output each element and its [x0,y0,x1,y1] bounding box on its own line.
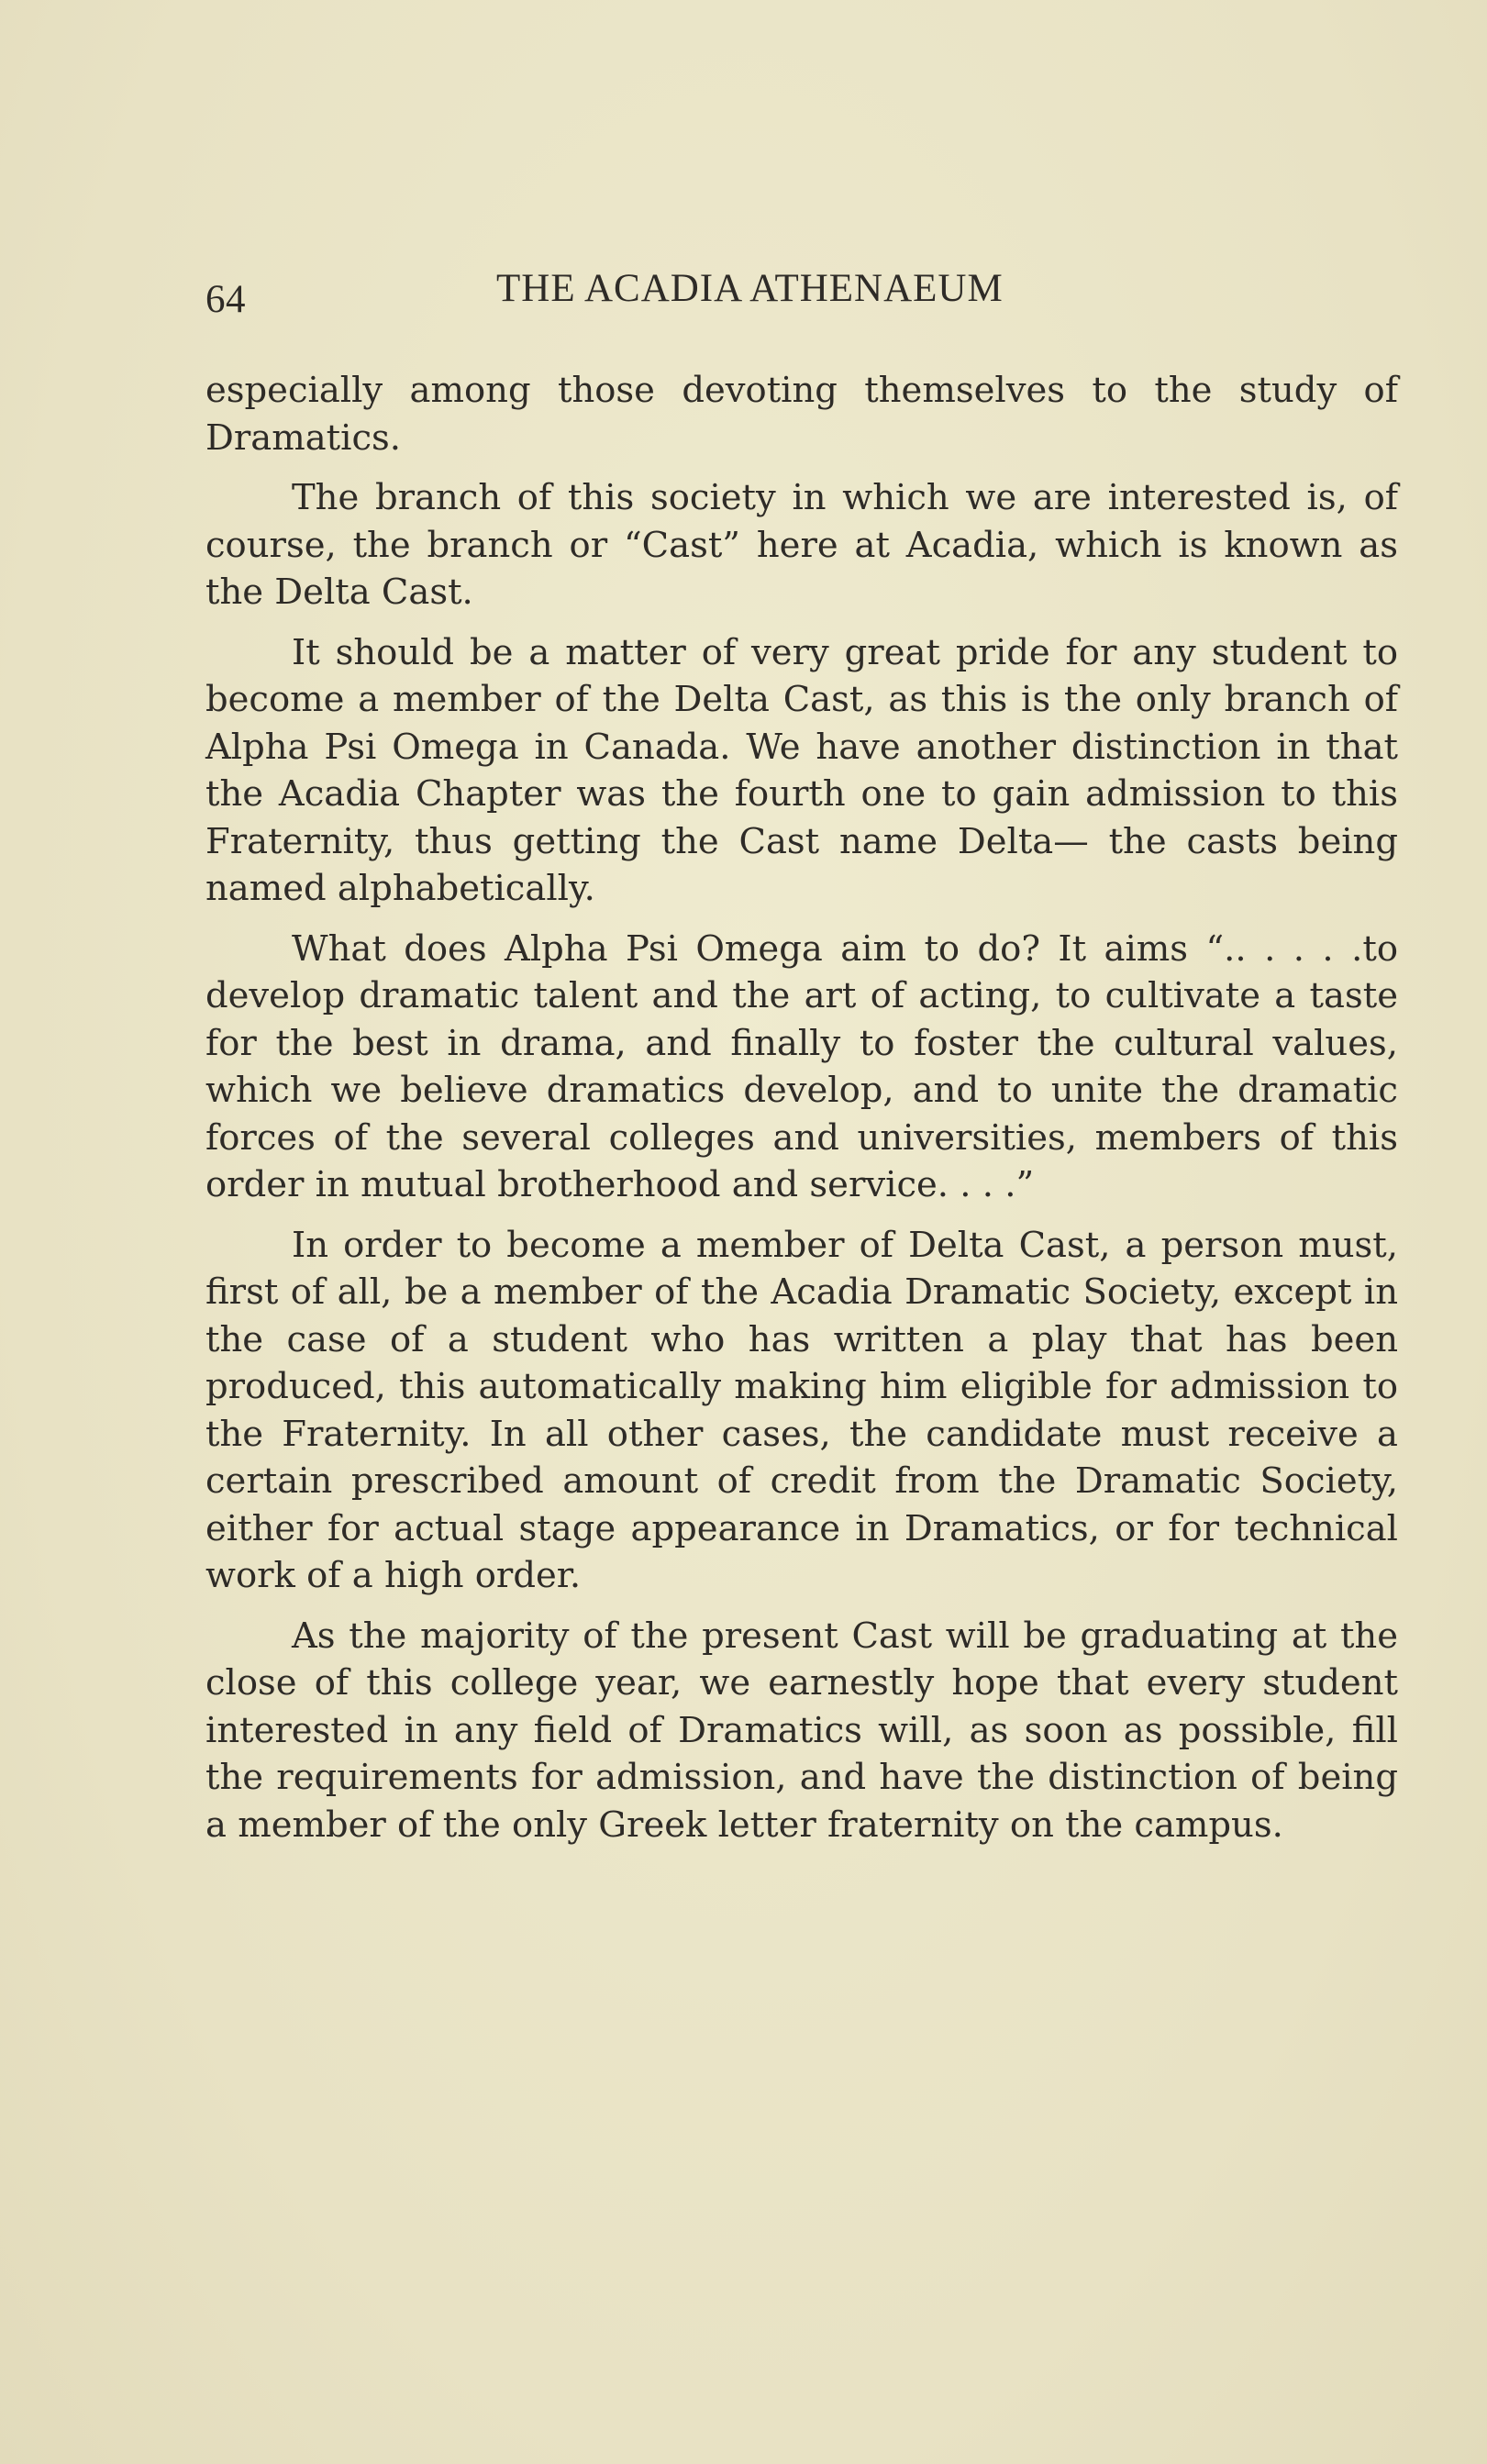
paragraph: It should be a matter of very great pride for any student to become a member of the Delta Cast, as this is the only branch of Alpha Psi Omega in Canada. We have another distinction in that the Acadia Chapter was the fourth one to gain admission to this Fraternity, thus getting the Cast name Delta— the casts being named alphabetically. [205,631,1398,909]
page-header [205,266,1398,330]
paragraph: The branch of this society in which we are interested is, of course, the branch or “Cast” here at Acadia, which is known as the Delta Cast. [205,477,1398,613]
paragraph: What does Alpha Psi Omega aim to do? It aims “.. . . . .to develop dramatic talent and the art of acting, to cultivate a taste for the best in drama, and finally to foster the cultural values, which we believe dramatics develop, and to unite the dramatic forces of the several colleges and universities, members of this order in mutual brotherhood and service. . . .” [205,927,1398,1205]
paragraph: As the majority of the present Cast will be graduating at the close of this college year, we earnestly hope that every student interested in any field of Dramatics will, as soon as possible, fill the requirements for admission, and have the distinction of being a member of the only Greek letter fraternity on the campus. [205,1615,1398,1846]
article-body [205,367,1398,1861]
paragraph-continued: especially among those devoting themselves to the study of Dramatics. [205,370,1398,459]
paragraph: In order to become a member of Delta Cast, a person must, first of all, be a member of the Acadia Dramatic Society, except in the case of a student who has written a play that has been produced, this automatically making him eligible for admission to the Fraternity. In all other cases, the candidate must receive a certain prescribed amount of credit from the Dramatic Society, either for actual stage appearance in Dramatics, or for technical work of a high order. [205,1224,1398,1596]
page-number: 64 [205,278,246,321]
running-title: THE ACADIA ATHENAEUM [496,267,1004,310]
